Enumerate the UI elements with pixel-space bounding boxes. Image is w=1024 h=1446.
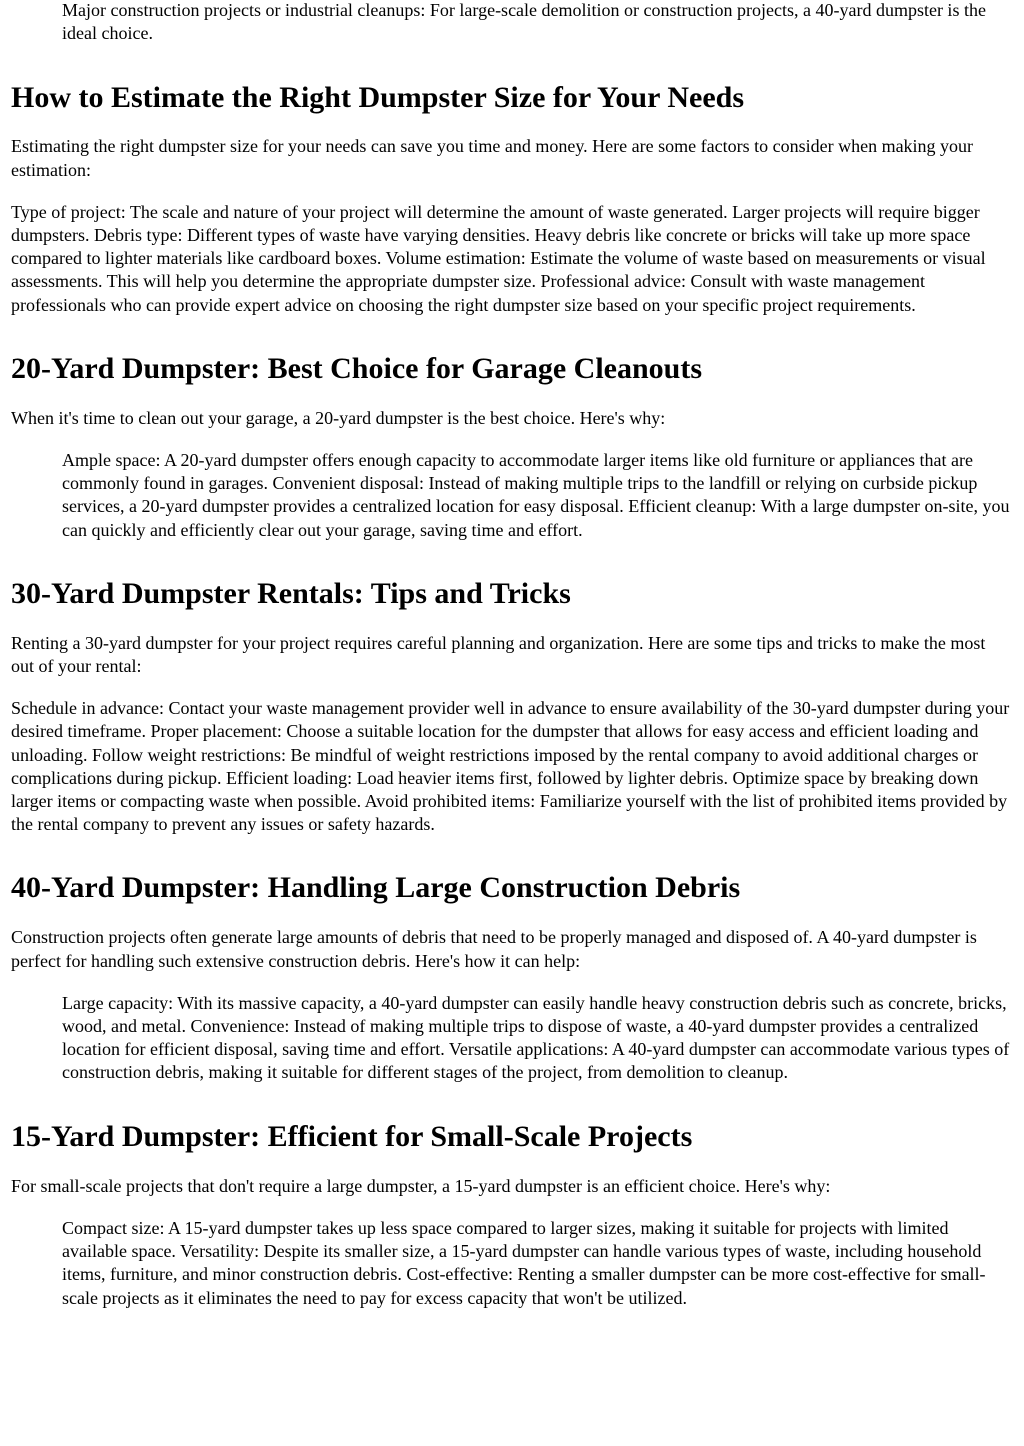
section-heading-30-yard: 30-Yard Dumpster Rentals: Tips and Tricks xyxy=(11,576,571,610)
section-heading-20-yard: 20-Yard Dumpster: Best Choice for Garage Cleanouts xyxy=(11,351,703,385)
intro-quote: Major construction projects or industrial cleanups: For large-scale demolition or construction projects, a 40-yard dumpster is the ideal choice. xyxy=(62,0,986,44)
section-20-yard-quote: Ample space: A 20-yard dumpster offers enough capacity to accommodate larger items like old furniture or appliances that are commonly found in garages. Convenient disposal: Instead of making multiple trips to the landfill or relying on curbside pickup services, a 20-yard dumpster provides a centralized location for easy disposal. Efficient cleanup: With a large dumpster on-site, you can quickly and efficiently clear out your garage, saving time and effort. xyxy=(62,450,1010,540)
section-20-yard-intro: When it's time to clean out your garage, a 20-yard dumpster is the best choice. Here's why: xyxy=(11,407,666,428)
section-15-yard-intro: For small-scale projects that don't require a large dumpster, a 15-yard dumpster is an efficient choice. Here's why: xyxy=(11,1175,831,1196)
section-30-yard-body: Schedule in advance: Contact your waste management provider well in advance to ensure availability of the 30-yard dumpster during your desired timeframe. Proper placement: Choose a suitable location for the dumpster that allows for easy access and efficient loading and unloading. Follow weight restrictions: Be mindful of weight restrictions imposed by the rental company to avoid additional charges or complications during pickup. Efficient loading: Load heavier items first, followed by lighter debris. Optimize space by breaking down larger items or compacting waste when possible. Avoid prohibited items: Familiarize yourself with the list of prohibited items provided by the rental company to prevent any issues or safety hazards. xyxy=(11,698,1010,835)
section-40-yard-quote: Large capacity: With its massive capacity, a 40-yard dumpster can easily handle heavy construction debris such as concrete, bricks, wood, and metal. Convenience: Instead of making multiple trips to dispose of waste, a 40-yard dumpster provides a centralized location for efficient disposal, saving time and effort. Versatile applications: A 40-yard dumpster can accommodate various types of construction debris, making it suitable for different stages of the project, from demolition to cleanup. xyxy=(62,992,1010,1083)
section-heading-15-yard: 15-Yard Dumpster: Efficient for Small-Scale Projects xyxy=(11,1119,693,1153)
section-estimate-body: Type of project: The scale and nature of your project will determine the amount of waste generated. Larger projects will require bigger dumpsters. Debris type: Different types of waste have varying densities. Heavy debris like concrete or bricks will take up more space compared to lighter materials like cardboard boxes. Volume estimation: Estimate the volume of waste based on measurements or visual assessments. This will help you determine the appropriate dumpster size. Professional advice: Consult with waste management professionals who can provide expert advice on choosing the right dumpster size based on your specific project requirements. xyxy=(11,201,986,315)
section-30-yard-intro: Renting a 30-yard dumpster for your project requires careful planning and organization. Here are some tips and tricks to make the most out of your rental: xyxy=(11,632,986,677)
section-40-yard-intro: Construction projects often generate large amounts of debris that need to be properly managed and disposed of. A 40-yard dumpster is perfect for handling such extensive construction debris. Here's how it can help: xyxy=(11,927,977,971)
section-heading-40-yard: 40-Yard Dumpster: Handling Large Construction Debris xyxy=(11,871,741,905)
section-15-yard-quote: Compact size: A 15-yard dumpster takes up less space compared to larger sizes, making it suitable for projects with limited available space. Versatility: Despite its smaller size, a 15-yard dumpster can handle various types of waste, including household items, furniture, and minor construction debris. Cost-effective: Renting a smaller dumpster can be more cost-effective for small-scale projects as it eliminates the need to pay for excess capacity that won't be utilized. xyxy=(62,1217,986,1308)
section-estimate-intro: Estimating the right dumpster size for your needs can save you time and money. Here are some factors to consider when making your estimation: xyxy=(11,136,974,180)
section-heading-estimate: How to Estimate the Right Dumpster Size for Your Needs xyxy=(11,81,744,115)
